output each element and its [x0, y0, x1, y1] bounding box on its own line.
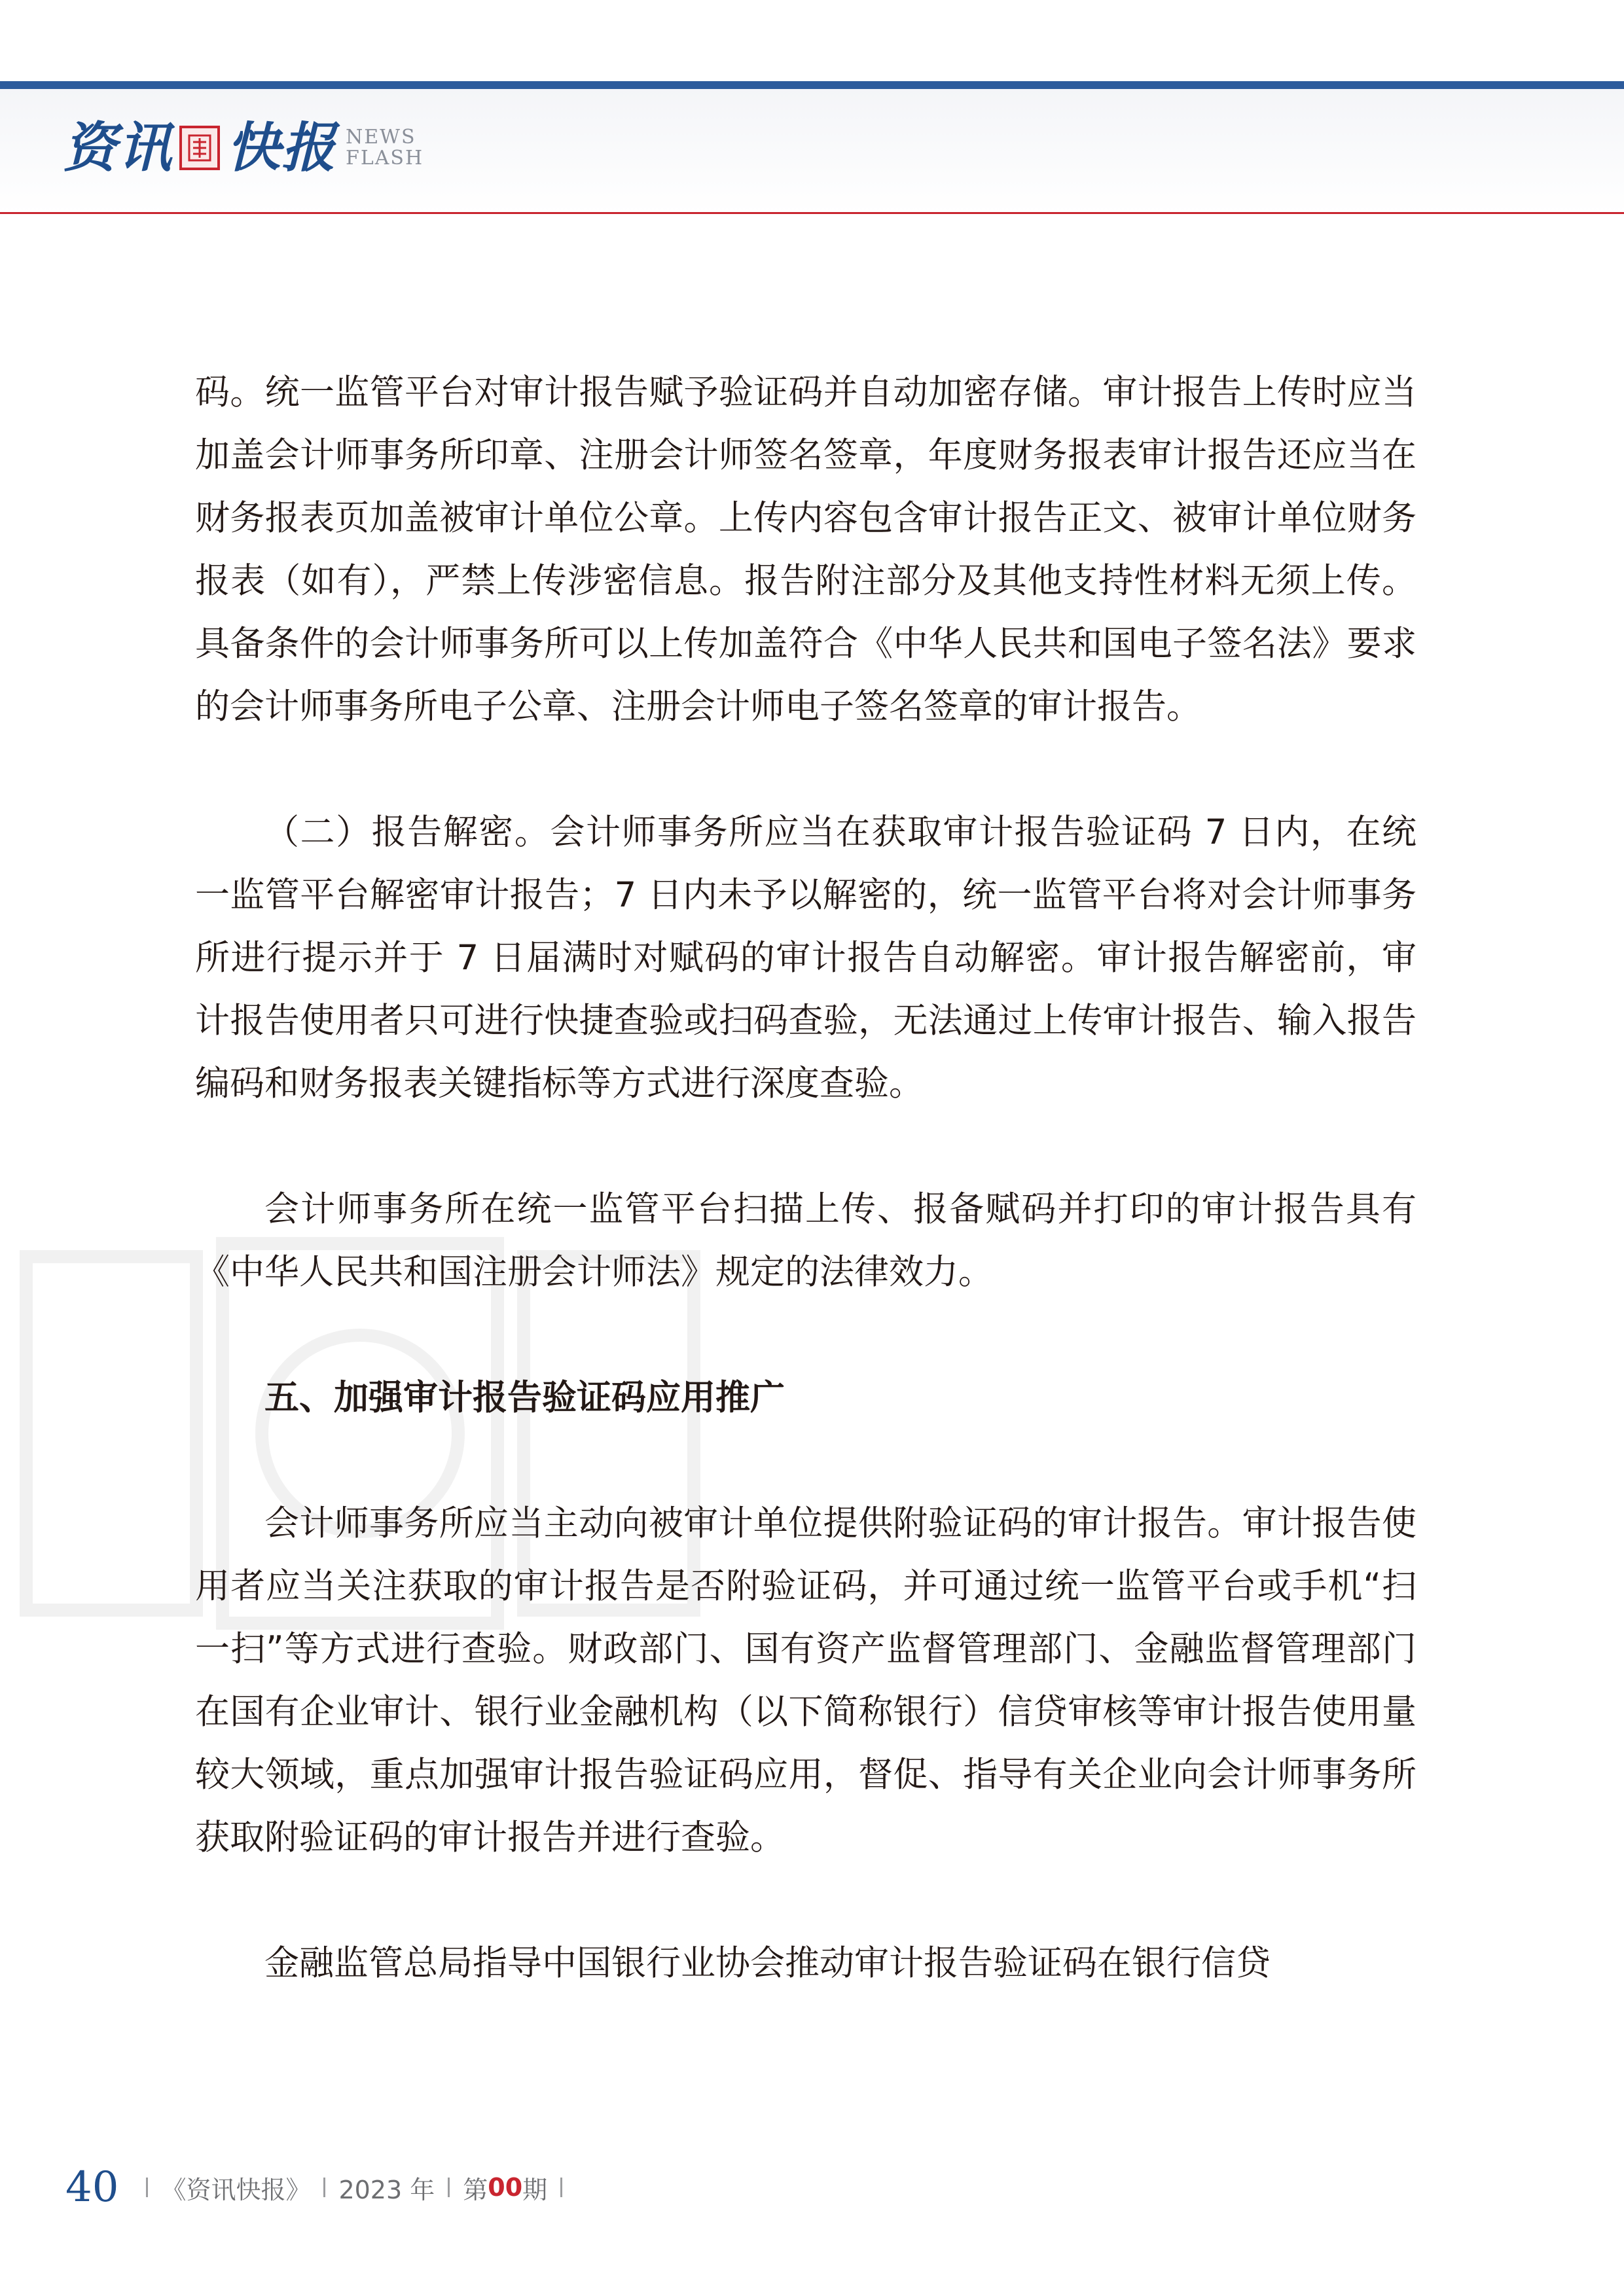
brand-english [346, 127, 424, 169]
section-heading-5: 五、加强审计报告验证码应用推广 [264, 1378, 785, 1418]
brand-title-part2: 快报 [226, 117, 336, 179]
footer-separator [560, 2178, 562, 2197]
issue-prefix: 第 [463, 2175, 488, 2204]
brand-english-line1: NEWS [346, 126, 416, 149]
brand-logo [63, 115, 424, 181]
brand-english-line2: FLASH [346, 147, 424, 170]
paragraph-4: 会计师事务所应当主动向被审计单位提供附验证码的审计报告。审计报告使用者应当关注获取的审计报告是否附验证码，并可通过统一监管平台或手机“扫一扫”等方式进行查验。财政部门、国有资产监督管理部门、金融监督管理部门在国有企业审计、银行业金融机构（以下简称银行）信贷审核等审计报告使用量较大领域，重点加强审计报告验证码应用，督促、指导有关企业向会计师事务所获取附验证码的审计报告并进行查验。 [195, 1503, 1416, 1857]
header-top-bar [0, 81, 1624, 89]
paragraph-5: 金融监管总局指导中国银行业协会推动审计报告验证码在银行信贷 [264, 1943, 1271, 1983]
publication-name: 《资讯快报》 [161, 2175, 311, 2204]
page-footer [65, 2161, 575, 2214]
seal-icon [179, 126, 220, 170]
footer-separator [146, 2178, 148, 2197]
paragraph-1: 码。统一监管平台对审计报告赋予验证码并自动加密存储。审计报告上传时应当加盖会计师事务所印章、注册会计师签名签章，年度财务报表审计报告还应当在财务报表页加盖被审计单位公章。上传内容包含审计报告正文、被审计单位财务报表（如有），严禁上传涉密信息。报告附注部分及其他支持性材料无须上传。具备条件的会计师事务所可以上传加盖符合《中华人民共和国电子签名法》要求的会计师事务所电子公章、注册会计师电子签名签章的审计报告。 [195, 372, 1416, 726]
page-number: 40 [65, 2163, 119, 2212]
header-divider [0, 212, 1624, 214]
article-body [195, 361, 1416, 1995]
issue-suffix: 期 [522, 2175, 548, 2204]
issue-number: 00 [488, 2173, 523, 2202]
publication-year: 2023 年 [338, 2175, 435, 2204]
paragraph-2: （二）报告解密。会计师事务所应当在获取审计报告验证码 7 日内，在统一监管平台解密审计报告；7 日内未予以解密的，统一监管平台将对会计师事务所进行提示并于 7 日届满时对赋码的审计报告自动解密。审计报告解密前，审计报告使用者只可进行快捷查验或扫码查验，无法通过上传审计报告、输入报告编码和财务报表关键指标等方式进行深度查验。 [195, 812, 1416, 1103]
paragraph-3: 会计师事务所在统一监管平台扫描上传、报备赋码并打印的审计报告具有《中华人民共和国注册会计师法》规定的法律效力。 [195, 1189, 1416, 1292]
footer-separator [448, 2178, 450, 2197]
brand-title-part1: 资讯 [63, 117, 173, 179]
footer-separator [323, 2178, 325, 2197]
